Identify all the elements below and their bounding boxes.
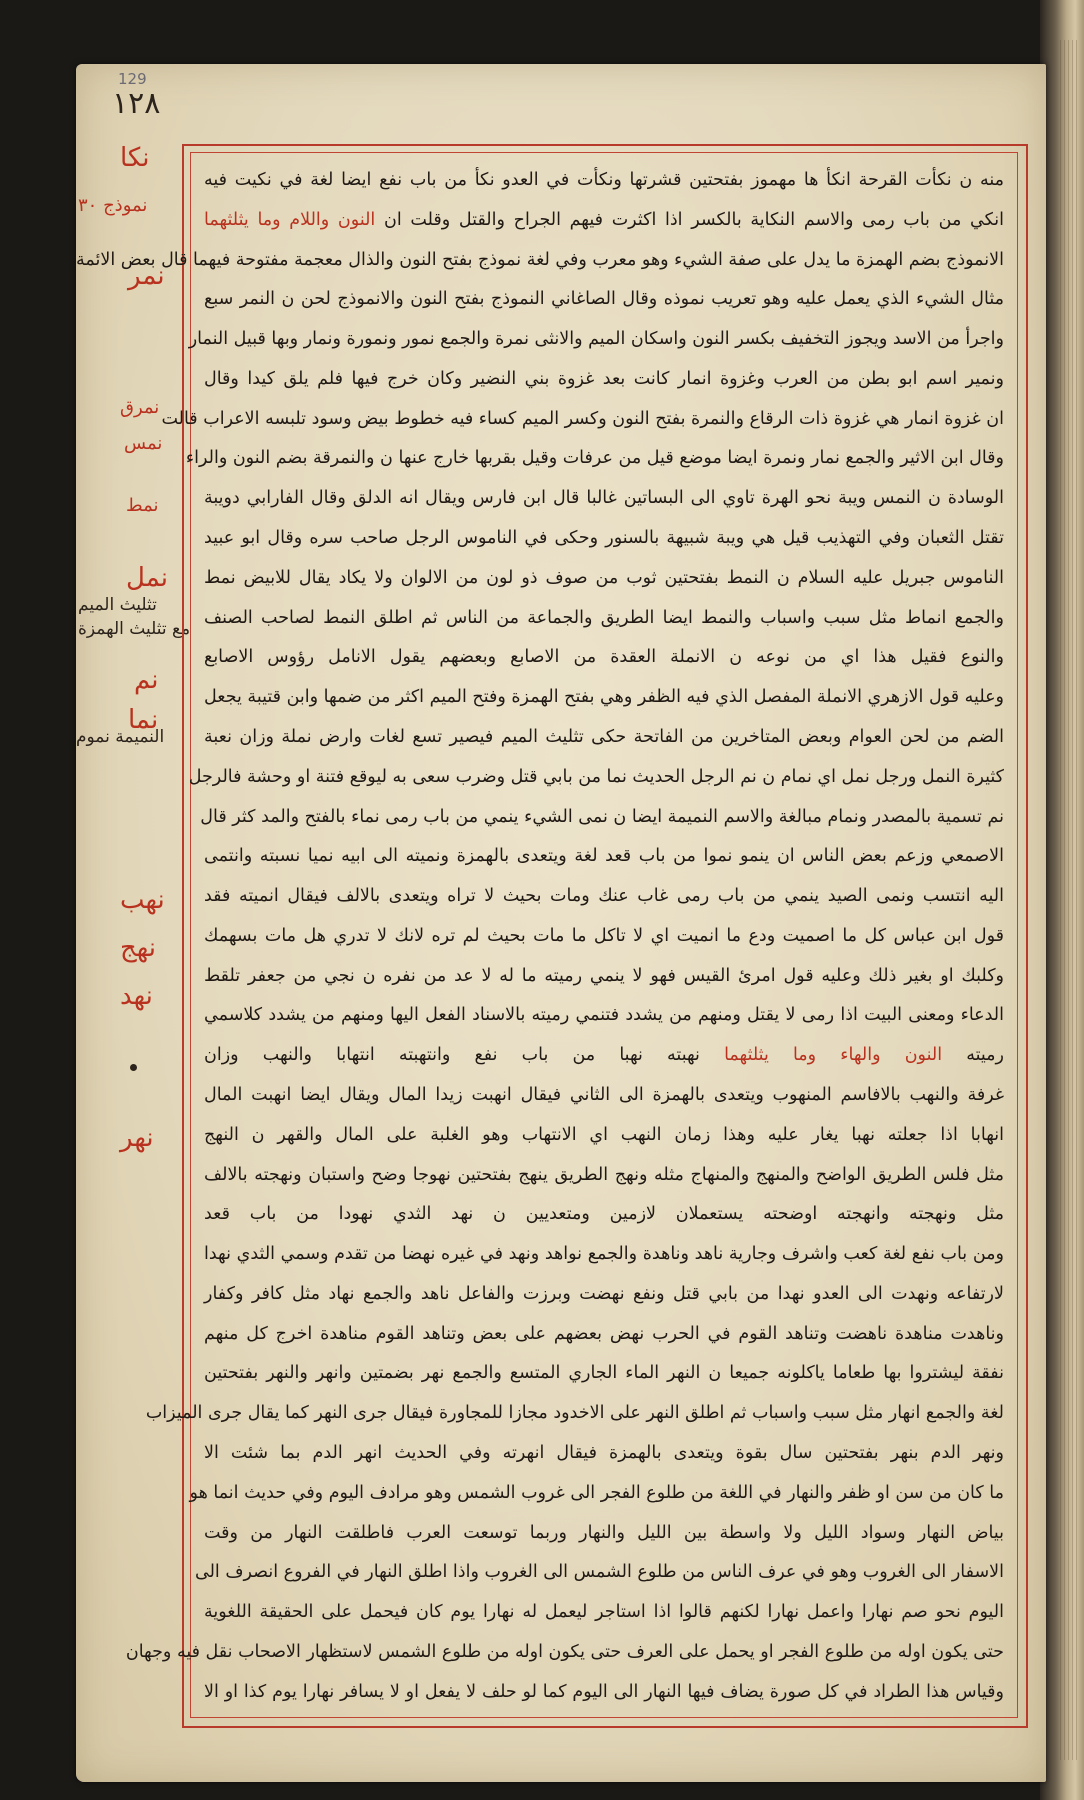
- margin-note: نهب: [120, 885, 165, 915]
- margin-note: نهد: [120, 981, 153, 1011]
- text-line: كثيرة النمل ورجل نمل اي نمام ن نم الرجل الحديث نما من بابي قتل وضرب سعى به ليوقع فتنة او وحشة فالرجل: [188, 766, 1004, 787]
- margin-note: نكا: [120, 143, 150, 173]
- text-line: الضم من لحن العوام وبعض المتاخرين من الفاتحة حكى تثليث الميم فيصير تسع لغات وارض نملة وزان نعبة: [204, 726, 1004, 747]
- folio-ink-number: ١٢٨: [112, 86, 161, 121]
- text-line: ان غزوة انمار هي غزوة ذات الرقاع والنمرة بفتح النون وكسر الميم كساء فيه خطوط بيض وسود تلبسه الاعراب قالت: [161, 408, 1004, 429]
- rubric-heading: النون واللام وما يثلثهما: [204, 209, 376, 230]
- margin-dot: [130, 1064, 137, 1071]
- text-line: ونهر الدم بنهر بفتحتين سال بقوة ويتعدى بالهمزة فيقال انهرته وفي الحديث انهر الدم بما شئت الا: [204, 1443, 1004, 1463]
- text-line: انكي من باب رمى والاسم النكاية بالكسر اذا اكثرت فيهم الجراح والقتل وقلت ان النون واللام وما يثلثهما: [204, 209, 1005, 230]
- margin-note: نمط: [126, 495, 159, 516]
- text-line: والجمع انماط مثل سبب واسباب والنمط ايضا الطريق والجماعة من الناس ثم اطلق النمط لصاحب الصنف: [204, 607, 1004, 628]
- margin-note: مع تثليث الهمزة: [78, 619, 191, 639]
- rubric-heading: النون والهاء وما يثلثهما: [724, 1045, 943, 1066]
- text-line: الدعاء ومعنى البيت اذا رمى لا يقتل ومنهم من يشدد فتنمي رميته بالاسناد الفعل اليها ومنهم من يشدد كلاسمي: [204, 1005, 1004, 1026]
- text-line: نفقة ليشتروا بها طعاما ياكلونه جميعا ن النهر الماء الجاري المتسع والجمع نهر بضمتين وانهر والنهر بفتحتين: [204, 1363, 1004, 1384]
- margin-note: نموذج ٣٠: [78, 195, 148, 216]
- margin-note: نم: [134, 665, 159, 695]
- margin-note: نمل: [126, 563, 168, 593]
- text-line: لغة والجمع انهار مثل سبب واسباب ثم اطلق النهر على الاخدود مجازا للمجاورة فيقال جرى النهر كما يقال جرى الميزاب: [145, 1403, 1004, 1424]
- text-line: وقال ابن الاثير والجمع نمار ونمرة ايضا موضع قيل من عرفات وقيل بقربها خارج عنها ن والنمرقة بضم النون والراء: [185, 448, 1004, 469]
- text-line: انهابا اذا جعلته نهبا يغار عليه وهذا زمان النهب اي الانتهاب وهو الغلبة على المال والقهر ن النهج: [204, 1124, 1004, 1145]
- text-line: نم تسمية بالمصدر ونمام مبالغة والاسم النميمة ايضا ن نمى الشيء ينمي من باب رمى نماء بالفتح والمد كثر قال: [200, 806, 1004, 827]
- text-line: اليه انتسب ونمى الصيد ينمي من باب رمى غاب عنك ومات بحيث لا تراه ويتعدى بالالف فيقال انميته فقد: [204, 886, 1004, 907]
- margin-note: نمس: [124, 433, 163, 454]
- text-line: ونمير اسم ابو بطن من العرب وغزوة انمار كانت بعد غزوة بني النضير وكان خرج فيها فلم يلق كيدا وقال: [204, 368, 1004, 389]
- text-line: وناهدت مناهدة ناهضت وتناهد القوم في الحرب نهض بعضهم على بعض وتناهد القوم مناهدة اخرج كل منهم: [204, 1323, 1004, 1344]
- text-line: الوسادة ن النمس ويبة نحو الهرة تاوي الى البساتين غالبا قال ابن فارس ويقال انه الدلق وقال الفارابي دويبة: [204, 488, 1004, 509]
- text-line: ما كان من سن او ظفر والنهار في اللغة من طلوع الفجر الى غروب الشمس وهو مرادف اليوم وفي حديث انما هو: [189, 1482, 1004, 1503]
- text-line: اليوم نحو صم نهارا واعمل نهارا لكنهم قالوا اذا استاجر ليعمل له نهارا يوم كان فيحمل على الحقيقة اللغوية: [204, 1602, 1004, 1623]
- margin-note: نما: [128, 705, 159, 735]
- text-line: الناموس جبريل عليه السلام ن النمط بفتحتين ثوب من صوف ذو لون من الالوان ولا يكاد يقال للابيض نمط: [204, 567, 1004, 588]
- margin-note: نهج: [120, 933, 157, 963]
- text-line: مثل ونهجته وانهجته اوضحته يستعملان لازمين ومتعديين ن نهد الثدي نهودا من باب قعد: [204, 1204, 1004, 1225]
- text-line: حتى يكون اوله من طلوع الفجر او يحمل على العرف حتى يكون اوله من طلوع الشمس لاستظهار الاصحاب نقل فيه وجهان: [125, 1641, 1004, 1662]
- page-stack-edge: [1060, 40, 1078, 1760]
- text-line: وكلبك او بغير ذلك وعليه قول امرئ القيس فهو لا ينمي رميته ما له لا عد من نفره ن نجي من جعفر تلقط: [204, 965, 1004, 986]
- text-line: تقتل الثعبان وفي التهذيب قيل هي ويبة شبيهة بالسنور وحكى في الناموس الرجل صاحب سره وقال ابو عبيد: [204, 528, 1004, 549]
- text-line: الانموذج بضم الهمزة ما يدل على صفة الشيء وهو معرب وفي لغة نموذج بفتح النون والذال معجمة مفتوحة فيهما قال بعض الائمة: [75, 249, 1004, 270]
- text-line: والنوع فقيل هذا اي من نوعه ن الانملة العقدة من الاصابع وبعضهم يقول الانامل رؤوس الاصابع: [204, 647, 1004, 668]
- margin-note: النميمة نموم: [76, 727, 165, 747]
- text-line: الاصمعي وزعم بعض الناس ان ينمو نموا من باب قعد لغة ويتعدى بالهمزة ونميته الى ابيه نميا نسبته وانتمى: [204, 846, 1004, 867]
- text-line: واجرأ من الاسد ويجوز التخفيف بكسر النون واسكان الميم والانثى نمرة والجمع نمور ونمورة ونمار وبها قبيل النمار: [188, 329, 1004, 350]
- margin-notes: [76, 64, 191, 1782]
- margin-note: تثليث الميم: [78, 595, 157, 615]
- margin-note: نهر: [120, 1123, 154, 1153]
- text-line: وقياس هذا الطراد في كل صورة يضاف فيها النهار الى اليوم كما لو حلف لا يفعل او لا يسافر نهارا يوم كذا او الا: [204, 1681, 1004, 1702]
- text-line: مثال الشيء الذي يعمل عليه وهو تعريب نموذه وقال الصاغاني النموذج بفتح النون والانموذج لحن ن النمر سبع: [204, 289, 1004, 310]
- text-line: وعليه قول الازهري الانملة المفصل الذي فيه الظفر وهي بفتح الهمزة وفتح الميم اكثر من ضمها وابن قتيبة يجعل: [204, 687, 1004, 708]
- text-line: مثل فلس الطريق الواضح والمنهج والمنهاج مثله ونهج الطريق ينهج بفتحتين نهوجا وضح واستبان ونهجته بالالف: [204, 1164, 1004, 1185]
- text-line: قول ابن عباس كل ما اصميت ودع ما انميت اي لا تاكل ما مات بحيث لم تره لانك لا تدري هل مات بسهمك: [204, 925, 1004, 946]
- text-line: لارتفاعه ونهدت الى العدو نهدا من بابي قتل ونفع نهضت وبرزت والفاعل ناهد والجمع نهاد مثل كافر وكفار: [204, 1283, 1004, 1304]
- text-line: رميته النون والهاء وما يثلثهما نهبته نهبا من باب نفع وانتهبته انتهابا والنهب وزان: [204, 1045, 1004, 1066]
- margin-note: نمرق: [120, 397, 160, 418]
- text-line: غرفة والنهب بالافاسم المنهوب ويتعدى بالهمزة الى الثاني فيقال انهبت زيدا المال ويقال ايضا انهبت المال: [204, 1084, 1004, 1105]
- text-line: بياض النهار وسواد الليل ولا واسطة بين الليل والنهار وربما توسعت العرب فاطلقت النهار من وقت: [204, 1522, 1004, 1543]
- text-line: منه ن نكأت القرحة انكأ ها مهموز بفتحتين قشرتها ونكأت في العدو نكأ من باب نفع ايضا لغة في نكيت فيه: [204, 170, 1004, 190]
- margin-note: نمر: [128, 261, 165, 291]
- folio-pencil-number: 129: [118, 70, 147, 88]
- text-line: الاسفار الى الغروب وهو في عرف الناس من طلوع الشمس الى الغروب واذا اطلق النهار في الفروع انصرف الى: [195, 1562, 1004, 1583]
- text-line: ومن باب نفع لغة كعب واشرف وجارية ناهد وناهدة والجمع نواهد ونهد في غيره نهضا من تقدم وسمي الثدي نهدا: [204, 1244, 1004, 1265]
